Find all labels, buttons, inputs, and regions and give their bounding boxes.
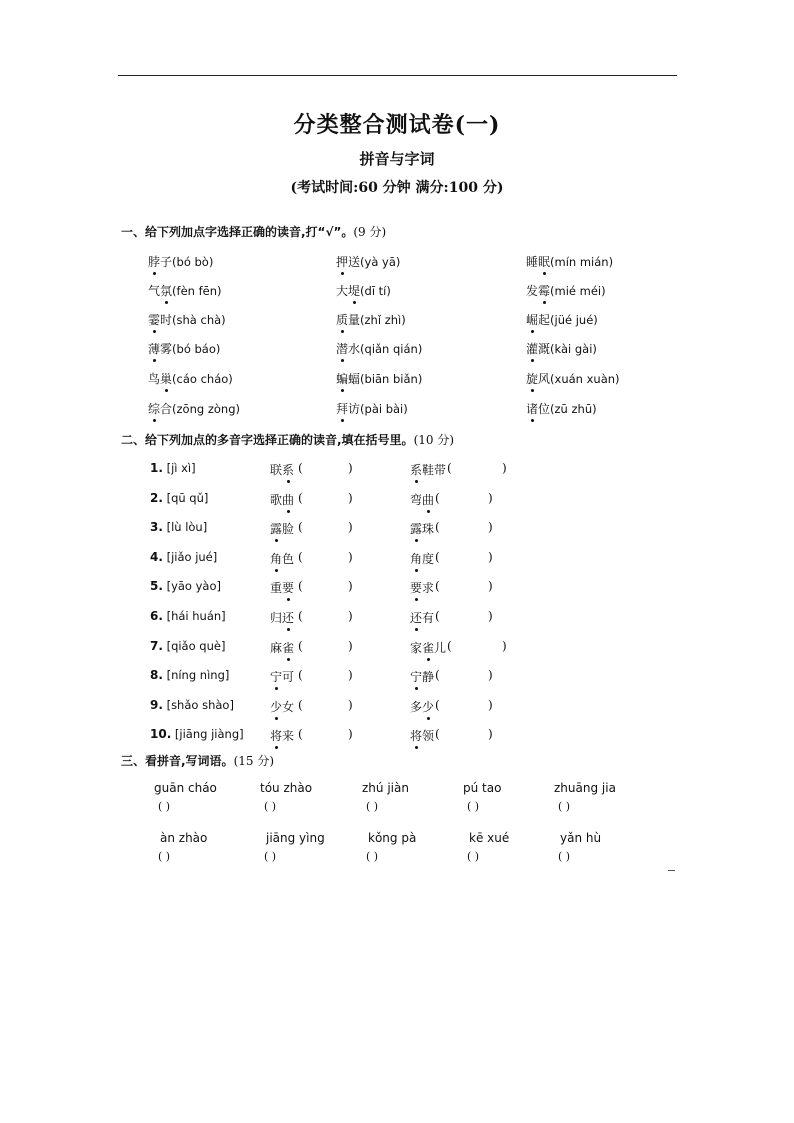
word-char: 静 xyxy=(422,670,435,684)
answer-paren-open: ( xyxy=(298,461,303,475)
pinyin-prompt: kǒng pà xyxy=(368,831,417,845)
pronunciation-item xyxy=(148,311,226,328)
section2-score: (10 分) xyxy=(413,433,455,447)
answer-paren-open: ( xyxy=(435,727,440,741)
polyphone-row xyxy=(150,520,207,534)
pinyin-options: (kài gài) xyxy=(550,342,597,356)
pinyin-options: [shǎo shào] xyxy=(162,698,234,712)
answer-paren-close: ) xyxy=(488,520,493,534)
pinyin-prompt: guān cháo xyxy=(154,781,217,795)
pinyin-options: (zhǐ zhì) xyxy=(360,313,406,327)
exam-meta: (考试时间:60 分钟 满分:100 分) xyxy=(290,180,504,196)
answer-box: ( ) xyxy=(158,850,171,863)
pinyin-options: [hái huán] xyxy=(162,609,226,623)
pinyin-options: [lù lòu] xyxy=(162,520,208,534)
word-char: 度 xyxy=(422,552,435,566)
word-char: 水 xyxy=(348,342,361,356)
margin-mark xyxy=(668,870,675,871)
polyphone-word xyxy=(270,609,294,626)
question-number: 6. xyxy=(150,609,163,623)
answer-paren-open: ( xyxy=(298,698,303,712)
dotted-char: 少 xyxy=(422,700,435,714)
answer-paren-open: ( xyxy=(435,579,440,593)
word-char: 归 xyxy=(270,611,283,625)
answer-paren-close: ) xyxy=(348,609,353,623)
top-rule xyxy=(118,75,677,76)
answer-paren-open: ( xyxy=(447,639,452,653)
answer-paren-open: ( xyxy=(298,491,303,505)
word-char: 合 xyxy=(160,402,173,416)
word-char: 风 xyxy=(538,372,551,386)
answer-paren-close: ) xyxy=(348,520,353,534)
word-char: 雾 xyxy=(160,342,173,356)
answer-box: ( ) xyxy=(264,850,277,863)
section1-heading-text: 一、给下列加点字选择正确的读音,打“√”。 xyxy=(121,225,354,239)
answer-box: ( ) xyxy=(264,800,277,813)
word-char: 时 xyxy=(160,313,173,327)
section1-score: (9 分) xyxy=(353,225,387,239)
question-number: 1. xyxy=(150,461,163,475)
pinyin-options: [níng nìng] xyxy=(162,668,230,682)
pinyin-options: [qū qǔ] xyxy=(162,491,209,505)
pinyin-options: (jüé jué) xyxy=(550,313,598,327)
polyphone-word xyxy=(410,579,434,596)
dotted-char: 将 xyxy=(270,729,283,743)
pinyin-prompt: zhuāng jia xyxy=(554,781,616,795)
answer-paren-open: ( xyxy=(298,550,303,564)
section3-heading-text: 三、看拼音,写词语。 xyxy=(121,754,234,768)
answer-paren-open: ( xyxy=(298,727,303,741)
question-number: 2. xyxy=(150,491,163,505)
dotted-char: 角 xyxy=(410,552,423,566)
word-char: 有 xyxy=(422,611,435,625)
word-char: 弯 xyxy=(410,493,423,507)
answer-box: ( ) xyxy=(467,850,480,863)
answer-paren-close: ) xyxy=(488,491,493,505)
pinyin-prompt: zhú jiàn xyxy=(362,781,409,795)
pronunciation-item xyxy=(336,400,408,417)
answer-paren-close: ) xyxy=(488,609,493,623)
dotted-char: 质 xyxy=(336,313,349,327)
polyphone-word xyxy=(410,698,434,715)
dotted-char: 系 xyxy=(282,463,295,477)
pinyin-options: (xuán xuàn) xyxy=(550,372,620,386)
polyphone-word xyxy=(410,668,434,685)
answer-paren-close: ) xyxy=(348,727,353,741)
polyphone-word xyxy=(410,491,434,508)
answer-box: ( ) xyxy=(366,800,379,813)
word-char: 量 xyxy=(348,313,361,327)
pronunciation-item xyxy=(148,400,240,417)
answer-box: ( ) xyxy=(558,800,571,813)
pronunciation-item xyxy=(336,340,422,357)
answer-box: ( ) xyxy=(558,850,571,863)
word-char: 可 xyxy=(282,670,295,684)
answer-paren-close: ) xyxy=(502,639,507,653)
answer-paren-close: ) xyxy=(348,639,353,653)
polyphone-row xyxy=(150,550,217,564)
answer-paren-close: ) xyxy=(502,461,507,475)
pronunciation-item xyxy=(526,282,606,299)
pronunciation-item xyxy=(148,282,222,299)
polyphone-row xyxy=(150,727,244,741)
pronunciation-item xyxy=(336,311,406,328)
word-char: 鸟 xyxy=(148,372,161,386)
dotted-char: 雀 xyxy=(282,641,295,655)
section1-heading xyxy=(121,223,386,240)
answer-box: ( ) xyxy=(158,800,171,813)
dotted-char: 潜 xyxy=(336,342,349,356)
dotted-char: 宁 xyxy=(410,670,423,684)
answer-paren-close: ) xyxy=(348,491,353,505)
question-number: 9. xyxy=(150,698,163,712)
question-number: 3. xyxy=(150,520,163,534)
dotted-char: 还 xyxy=(282,611,295,625)
word-char: 大 xyxy=(336,284,349,298)
pronunciation-item xyxy=(336,370,422,387)
polyphone-row xyxy=(150,461,196,475)
pinyin-options: (zū zhū) xyxy=(550,402,597,416)
pronunciation-item xyxy=(526,400,597,417)
pronunciation-item xyxy=(148,340,220,357)
answer-paren-close: ) xyxy=(348,579,353,593)
dotted-char: 要 xyxy=(282,581,295,595)
pinyin-options: (mié méi) xyxy=(550,284,606,298)
word-char: 送 xyxy=(348,255,361,269)
section3-heading xyxy=(121,752,274,769)
answer-paren-open: ( xyxy=(298,579,303,593)
answer-paren-close: ) xyxy=(348,550,353,564)
dotted-char: 系 xyxy=(410,463,423,477)
word-char: 起 xyxy=(538,313,551,327)
dotted-char: 曲 xyxy=(282,493,295,507)
polyphone-row xyxy=(150,609,226,623)
word-char: 色 xyxy=(282,552,295,566)
polyphone-word xyxy=(270,520,294,537)
pinyin-prompt: kē xué xyxy=(469,831,510,845)
word-char: 歌 xyxy=(270,493,283,507)
dotted-char: 押 xyxy=(336,255,349,269)
word-char: 鞋带 xyxy=(422,463,447,477)
pronunciation-item xyxy=(336,282,391,299)
word-char: 子 xyxy=(160,255,173,269)
answer-paren-close: ) xyxy=(488,550,493,564)
dotted-char: 雀 xyxy=(422,641,435,655)
polyphone-row xyxy=(150,491,208,505)
word-char: 发 xyxy=(526,284,539,298)
pinyin-options: (bó bò) xyxy=(172,255,214,269)
dotted-char: 诸 xyxy=(526,402,539,416)
polyphone-row xyxy=(150,698,234,712)
pronunciation-item xyxy=(336,253,400,270)
pinyin-options: (yà yā) xyxy=(360,255,401,269)
polyphone-word xyxy=(270,550,294,567)
word-char: 多 xyxy=(410,700,423,714)
page-subtitle: 拼音与字词 xyxy=(359,150,435,168)
pinyin-options: (bó báo) xyxy=(172,342,221,356)
dotted-char: 眠 xyxy=(538,255,551,269)
polyphone-word xyxy=(270,698,294,715)
polyphone-word xyxy=(410,550,434,567)
word-char: 求 xyxy=(422,581,435,595)
answer-paren-open: ( xyxy=(447,461,452,475)
polyphone-row xyxy=(150,668,229,682)
pinyin-options: (dī tí) xyxy=(360,284,391,298)
pronunciation-item xyxy=(526,370,620,387)
answer-box: ( ) xyxy=(366,850,379,863)
answer-paren-close: ) xyxy=(348,461,353,475)
pinyin-options: (cáo cháo) xyxy=(172,372,233,386)
answer-paren-open: ( xyxy=(298,609,303,623)
word-char: 来 xyxy=(282,729,295,743)
pinyin-options: (zōng zòng) xyxy=(172,402,240,416)
polyphone-row xyxy=(150,579,221,593)
page-title: 分类整合测试卷(一) xyxy=(293,112,501,138)
pinyin-prompt: àn zhào xyxy=(160,831,208,845)
pronunciation-item xyxy=(526,340,597,357)
polyphone-word xyxy=(270,639,294,656)
pinyin-options: [jiǎo jué] xyxy=(162,550,218,564)
pinyin-options: (fèn fēn) xyxy=(172,284,222,298)
section2-heading-text: 二、给下列加点的多音字选择正确的读音,填在括号里。 xyxy=(121,433,414,447)
dotted-char: 宁 xyxy=(270,670,283,684)
dotted-char: 将 xyxy=(410,729,423,743)
pinyin-prompt: yǎn hù xyxy=(560,831,602,845)
answer-paren-close: ) xyxy=(488,668,493,682)
dotted-char: 曲 xyxy=(422,493,435,507)
answer-paren-close: ) xyxy=(488,698,493,712)
dotted-char: 脖 xyxy=(148,255,161,269)
word-char: 气 xyxy=(148,284,161,298)
dotted-char: 还 xyxy=(410,611,423,625)
dotted-char: 霎 xyxy=(148,313,161,327)
word-char: 访 xyxy=(348,402,361,416)
answer-paren-open: ( xyxy=(435,520,440,534)
section2-heading xyxy=(121,431,454,448)
pinyin-options: [jì xì] xyxy=(162,461,196,475)
pinyin-options: (qiǎn qián) xyxy=(360,342,423,356)
answer-paren-close: ) xyxy=(488,727,493,741)
dotted-char: 综 xyxy=(148,402,161,416)
word-char: 联 xyxy=(270,463,283,477)
polyphone-word xyxy=(410,461,446,478)
dotted-char: 崛 xyxy=(526,313,539,327)
word-char: 脸 xyxy=(282,522,295,536)
polyphone-word xyxy=(410,609,434,626)
dotted-char: 露 xyxy=(410,522,423,536)
answer-paren-open: ( xyxy=(435,698,440,712)
answer-box: ( ) xyxy=(467,800,480,813)
dotted-char: 薄 xyxy=(148,342,161,356)
polyphone-word xyxy=(410,727,434,744)
polyphone-word xyxy=(270,491,294,508)
answer-paren-open: ( xyxy=(435,550,440,564)
dotted-char: 蝙 xyxy=(336,372,349,386)
answer-paren-open: ( xyxy=(435,668,440,682)
dotted-char: 拜 xyxy=(336,402,349,416)
pinyin-options: (pài bài) xyxy=(360,402,408,416)
answer-paren-close: ) xyxy=(488,579,493,593)
polyphone-word xyxy=(270,579,294,596)
word-char: 睡 xyxy=(526,255,539,269)
pinyin-options: [qiǎo què] xyxy=(162,639,226,653)
question-number: 7. xyxy=(150,639,163,653)
word-char: 位 xyxy=(538,402,551,416)
pronunciation-item xyxy=(148,253,213,270)
dotted-char: 露 xyxy=(270,522,283,536)
dotted-char: 堤 xyxy=(348,284,361,298)
dotted-char: 霉 xyxy=(538,284,551,298)
word-char: 家 xyxy=(410,641,423,655)
section3-score: (15 分) xyxy=(233,754,275,768)
question-number: 10. xyxy=(150,727,172,741)
polyphone-row xyxy=(150,639,225,653)
pinyin-options: (shà chà) xyxy=(172,313,226,327)
pronunciation-item xyxy=(526,253,613,270)
pinyin-options: [jiāng jiàng] xyxy=(171,727,244,741)
answer-paren-open: ( xyxy=(298,520,303,534)
answer-paren-open: ( xyxy=(298,639,303,653)
answer-paren-open: ( xyxy=(435,491,440,505)
dotted-char: 氛 xyxy=(160,284,173,298)
polyphone-word xyxy=(410,520,434,537)
answer-paren-open: ( xyxy=(435,609,440,623)
answer-paren-open: ( xyxy=(298,668,303,682)
polyphone-word xyxy=(410,639,446,656)
word-char: 儿 xyxy=(434,641,447,655)
dotted-char: 灌 xyxy=(526,342,539,356)
pinyin-options: [yāo yào] xyxy=(162,579,221,593)
dotted-char: 角 xyxy=(270,552,283,566)
word-char: 重 xyxy=(270,581,283,595)
pinyin-options: (mín mián) xyxy=(550,255,614,269)
word-char: 珠 xyxy=(422,522,435,536)
dotted-char: 旋 xyxy=(526,372,539,386)
pronunciation-item xyxy=(148,370,233,387)
word-char: 溉 xyxy=(538,342,551,356)
dotted-char: 少 xyxy=(270,700,283,714)
pinyin-prompt: jiāng yìng xyxy=(266,831,325,845)
pronunciation-item xyxy=(526,311,598,328)
dotted-char: 巢 xyxy=(160,372,173,386)
polyphone-word xyxy=(270,727,294,744)
dotted-char: 要 xyxy=(410,581,423,595)
polyphone-word xyxy=(270,461,294,478)
word-char: 蝠 xyxy=(348,372,361,386)
pinyin-prompt: tóu zhào xyxy=(260,781,313,795)
answer-paren-close: ) xyxy=(348,698,353,712)
answer-paren-close: ) xyxy=(348,668,353,682)
pinyin-options: (biān biǎn) xyxy=(360,372,423,386)
word-char: 领 xyxy=(422,729,435,743)
polyphone-word xyxy=(270,668,294,685)
question-number: 4. xyxy=(150,550,163,564)
question-number: 5. xyxy=(150,579,163,593)
word-char: 麻 xyxy=(270,641,283,655)
pinyin-prompt: pú tao xyxy=(463,781,502,795)
question-number: 8. xyxy=(150,668,163,682)
word-char: 女 xyxy=(282,700,295,714)
